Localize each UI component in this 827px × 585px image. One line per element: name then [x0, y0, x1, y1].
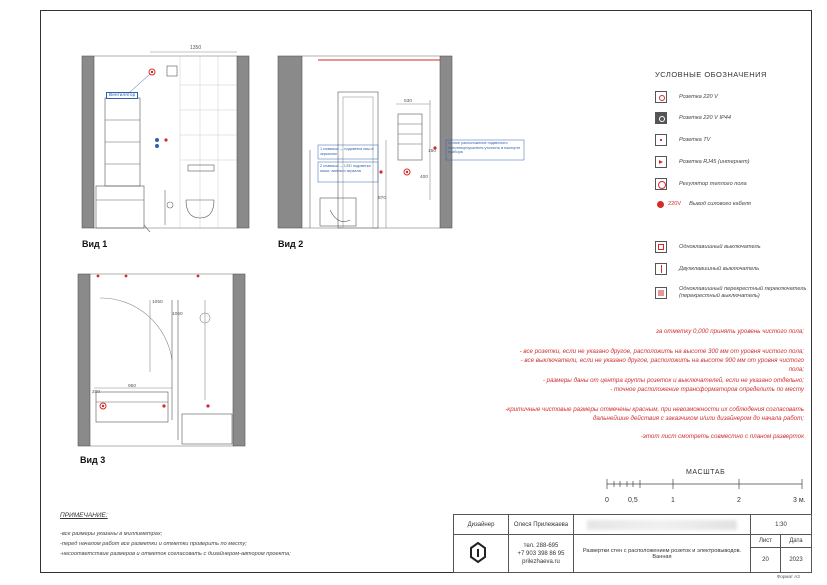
scale-value-cell: 1:30 [750, 514, 812, 535]
phone-1: тел. 288-695 [523, 542, 559, 549]
socket-220v-icon [655, 91, 667, 103]
scale-label: 1 [671, 497, 675, 504]
legend-switch: Двухклавишный выключатель [655, 262, 759, 276]
designer-label-cell: Дизайнер [453, 514, 509, 535]
view2-dim-mid: 400 [420, 175, 429, 180]
phone-2: +7 903 398 86 95 [517, 550, 565, 557]
scale-bar [607, 479, 802, 489]
socket-tv-icon [655, 134, 667, 146]
red-note: - все выключатели, если не указано другое, расположить на высоте 900 мм от уровня чистого [520, 357, 804, 364]
legend-switch: Одноклавишный выключатель [655, 240, 761, 254]
date-label-cell: Дата [780, 534, 812, 548]
sheet-value-cell: 20 [750, 547, 781, 573]
socket-ip44-icon [655, 112, 667, 124]
view2-dim-small: 150 [428, 149, 437, 154]
scale-label: 0,5 [628, 497, 638, 504]
single-switch-icon [655, 241, 667, 253]
sheet-title-cell: Развертки стен с расположением розеток и электровыводов. Ванная [573, 534, 751, 573]
view-1-elevation [82, 52, 249, 232]
red-note: -критичные чистовые размеры отмечены красным, при невозможности их соблюдения согласовать [505, 406, 804, 413]
red-note: пола; [788, 366, 804, 373]
view1-dim-top: 1350 [190, 45, 202, 51]
notes-line: -все размеры указаны в миллиметрах; [60, 531, 163, 537]
legend-item: 220V Вывод силового кабеля [655, 197, 751, 211]
red-note: дальнейшие действия с заказчиком и/или дизайнером до начала работ; [593, 415, 804, 422]
pass-switch-icon [655, 287, 667, 299]
view-2-label: Вид 2 [278, 239, 304, 249]
notes-line: -перед началом работ все разметки и отметки проверить по месту; [60, 541, 247, 547]
red-note: - все розетки, если не указано другое, расположить на высоте 300 мм от уровня чистого пола; [519, 348, 804, 355]
red-note: за отметку 0,000 принять уровень чистого пола; [656, 328, 804, 335]
contacts-cell [508, 534, 574, 573]
legend-item: Регулятор теплого пола [655, 177, 747, 191]
logo-cell [453, 534, 509, 573]
view2-callout-left1: 1 клавиша — подсветка ниш в зеркалом [320, 147, 374, 156]
view2-callout-left2: 2 клавиша — LED подсветка ниши, ванны и зеркала [320, 164, 371, 173]
view2-callout-right: точное расположение подвесного полотенцесушителя уточнить в паспорте прибора [448, 141, 521, 154]
legend-item: Розетка RJ45 (интернет) [655, 155, 749, 169]
view-1-label: Вид 1 [82, 239, 108, 249]
view2-dim-top: 530 [404, 99, 413, 104]
date-value-cell: 2023 [780, 547, 812, 573]
red-note: - точное расположение трансформаторов определить по месту [610, 386, 804, 393]
sheet-label-cell: Лист [750, 534, 781, 548]
legend-title: УСЛОВНЫЕ ОБОЗНАЧЕНИЯ [655, 70, 767, 79]
view1-left-wall [82, 56, 94, 228]
website: prilezhaeva.ru [522, 558, 560, 565]
format-label: Формат А3 [777, 574, 800, 579]
view3-dim-vert: 1050 [152, 300, 163, 305]
view1-right-wall [237, 56, 249, 228]
scale-label: 3 м. [793, 497, 806, 504]
legend-switch: Одноклавишный перекрестный переключатель (перекрестный выключатель) [655, 286, 819, 300]
view3-dim-vert2: 1050 [172, 312, 183, 317]
notes-line: -несоответствие размеров и отметок согласовать с дизайнером-автором проекта; [60, 551, 291, 557]
scale-title: МАСШТАБ [686, 469, 726, 476]
view1-callout: Вентилятор [106, 92, 138, 99]
notes-title: ПРИМЕЧАНИЕ: [60, 512, 108, 519]
view-2-elevation [278, 56, 452, 228]
view-3-label: Вид 3 [80, 455, 106, 465]
red-note: -этот лист смотреть совместно с планом разверток [640, 433, 804, 440]
socket-rj45-icon [655, 156, 667, 168]
client-cell-redacted [573, 514, 751, 535]
cable-output-icon [657, 201, 664, 208]
designer-name-cell: Олеся Прилежаева [508, 514, 574, 535]
view1-blue-mark [155, 138, 159, 142]
view3-dim-h: 950 [128, 384, 137, 389]
legend-item: Розетка 220 V [655, 90, 718, 104]
scale-label: 0 [605, 497, 609, 504]
red-note: - размеры даны от центра группы розеток и выключателей, если не указано отдельно; [542, 377, 804, 384]
legend-item: Розетка TV [655, 133, 710, 147]
double-switch-icon [655, 263, 667, 275]
view3-dim-low: 200 [92, 390, 101, 395]
scale-label: 2 [737, 497, 741, 504]
floor-heating-regulator-icon [655, 178, 667, 190]
view2-dim-side: 870 [378, 196, 387, 201]
legend-item: Розетка 220 V IP44 [655, 111, 731, 125]
